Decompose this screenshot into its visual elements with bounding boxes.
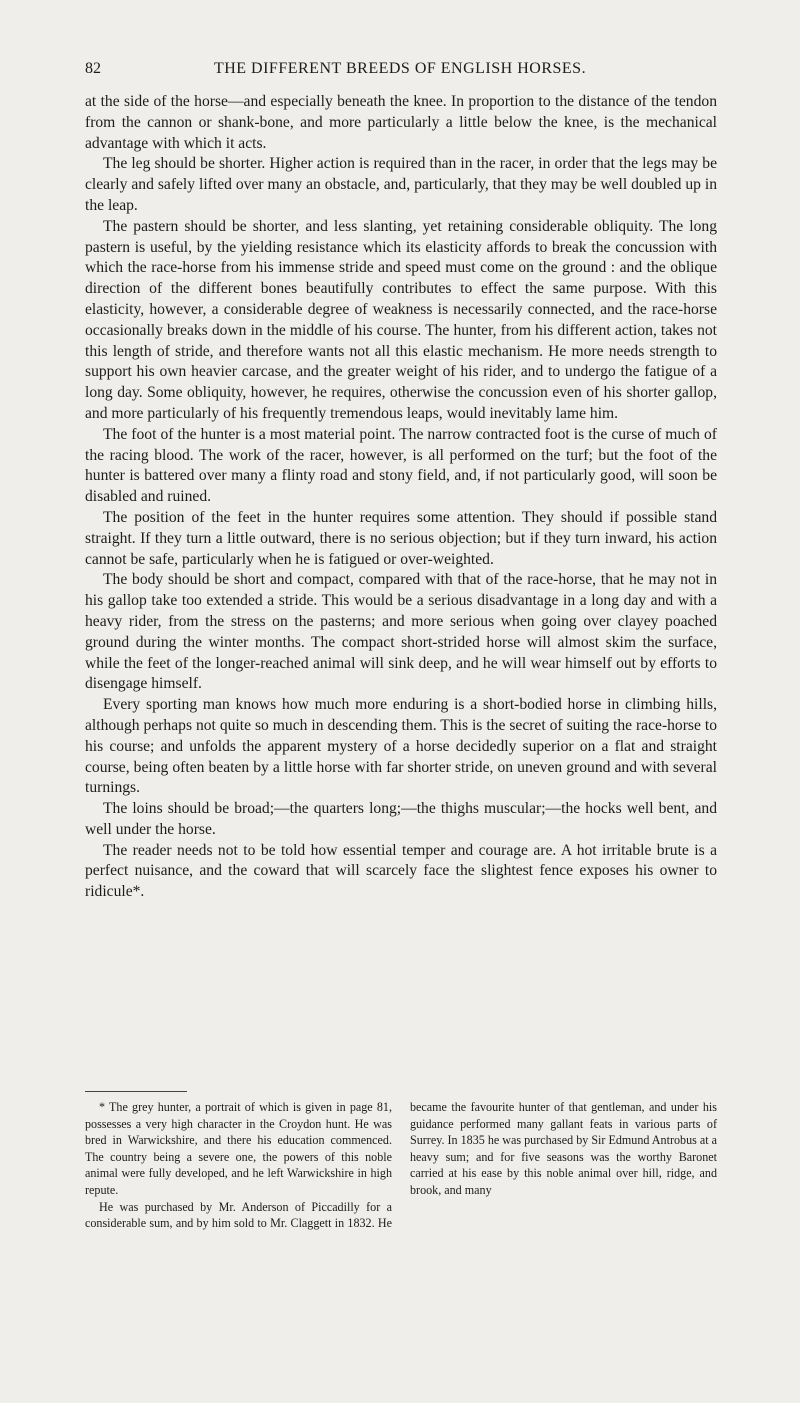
footnote-divider	[85, 1091, 187, 1092]
body-paragraph: The loins should be broad;—the quarters long;—the thighs muscular;—the hocks well bent, and well under the horse.	[85, 800, 717, 838]
page-header	[85, 60, 715, 88]
body-paragraph: The body should be short and compact, compared with that of the race-horse, that he may not in his gallop take too extended a stride. This would be a serious disadvantage in a long day and with a heavy rider, from the stress on the pasterns; and more serious when going over clayey poached ground during the winter months. The compact short-strided horse will almost skim the surface, while the feet of the longer-reached animal will sink deep, and he will wear himself out by efforts to disengage himself.	[85, 571, 717, 693]
body-paragraph: at the side of the horse—and especially beneath the knee. In proportion to the distance of the tendon from the cannon or shank-bone, and more particularly a little below the knee, is the mechanical advantage with which it acts.	[85, 93, 717, 152]
body-paragraph: The position of the feet in the hunter requires some attention. They should if possible stand straight. If they turn a little outward, there is no serious objection; but if they turn inward, his action cannot be safe, particularly when he is fatigued or over-weighted.	[85, 508, 717, 568]
page-number: 82	[85, 60, 101, 77]
footnote-paragraph: He was purchased by Mr. Anderson of Piccadilly for a considerable sum, and by him sold to Mr. Claggett in 1832. He became the favourite hunter of that gentleman, and under his guidance performed many gallant feats in various parts of Surrey. In 1835 he was purchased by Sir Edmund Antrobus at a heavy sum; and for five seasons was the worthy Baronet carried at his ease by this noble animal over hill, ridge, and brook, and many	[85, 1100, 717, 1231]
body-paragraph: The reader needs not to be told how essential temper and courage are. A hot irritable brute is a perfect nuisance, and the coward that will scarcely face the slightest fence exposes his owner to ridicule*.	[85, 841, 717, 901]
body-paragraph: The foot of the hunter is a most material point. The narrow contracted foot is the curse of much of the racing blood. The work of the racer, however, is all performed on the turf; but the foot of the hunter is battered over many a flinty road and stony field, and, if not particularly good, will soon be disabled and ruined.	[85, 425, 717, 506]
body-paragraph: The leg should be shorter. Higher action is required than in the racer, in order that the legs may be clearly and safely lifted over many an obstacle, and, particularly, that they may be well doubled up in the leap.	[85, 155, 717, 214]
main-text	[85, 92, 717, 903]
footnote	[85, 1099, 717, 1232]
footnote-paragraph: * The grey hunter, a portrait of which is given in page 81, possesses a very high character in the Croydon hunt. He was bred in Warwickshire, and there his education commenced. The country being a severe one, the powers of this noble animal were fully developed, and he left Warwickshire in high repute.	[85, 1100, 392, 1197]
body-paragraph: Every sporting man knows how much more enduring is a short-bodied horse in climbing hills, although perhaps not quite so much in descending them. This is the secret of suiting the race-horse to his course; and unfolds the apparent mystery of a horse decidedly superior on a flat and straight course, being often beaten by a little horse with far shorter stride, on uneven ground and with several turnings.	[85, 696, 717, 797]
body-paragraph: The pastern should be shorter, and less slanting, yet retaining considerable obliquity. The long pastern is useful, by the yielding resistance which its elasticity affords to break the concussion with which the race-horse from his immense stride and speed must come on the ground : and the oblique direction of the different bones beautifully contributes to effect the same purpose. With this elasticity, however, a considerable degree of weakness is necessarily connected, and the race-horse occasionally breaks down in the middle of his course. The hunter, from his different action, takes not this length of stride, and therefore wants not all this elastic mechanism. He more needs strength to support his own heavier carcase, and the greater weight of his rider, and to undergo the fatigue of a long day. Some obliquity, however, he requires, otherwise the concussion even of his shorter gallop, and more particularly of his frequently tremendous leaps, would inevitably lame him.	[85, 217, 717, 422]
running-title: THE DIFFERENT BREEDS OF ENGLISH HORSES.	[213, 60, 587, 77]
